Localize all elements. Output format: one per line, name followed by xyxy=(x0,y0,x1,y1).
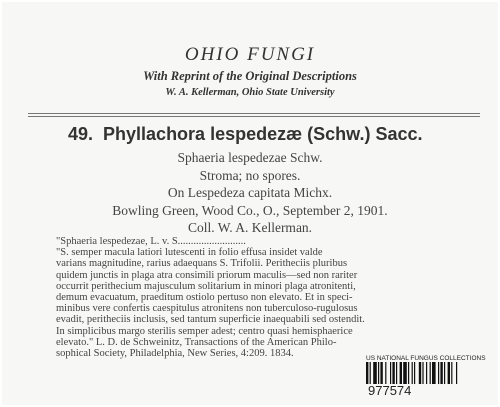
collector-line: Coll. W. A. Kellerman. xyxy=(187,220,313,235)
description-line: sophical Society, Philadelphia, New Series, 4:209. 1834. xyxy=(56,348,294,360)
page-title: OHIO FUNGI xyxy=(184,44,316,65)
species-heading xyxy=(68,124,423,145)
description-line: "S. semper macula latiori lutescenti in folio effusa insidet valde xyxy=(56,247,323,259)
species-name: Phyllachora lespedezæ (Schw.) Sacc. xyxy=(103,124,423,144)
description-line: In simplicibus margo sterilis semper adest; centro quasi hemisphaerice xyxy=(56,325,353,337)
description-line: quidem junctis in plaga atra consimili priorum maculis—sed non rariter xyxy=(56,269,358,281)
barcode xyxy=(366,362,494,384)
locality-line: Bowling Green, Wood Co., O., September 2, 1901. xyxy=(112,202,388,218)
host-line: On Lespedeza capitata Michx. xyxy=(167,185,333,200)
specimen-details xyxy=(0,149,500,237)
author-line: W. A. Kellerman, Ohio State University xyxy=(165,87,335,98)
description-line: demum evacuatum, praeditum ostiolo pertuso non elevato. Et in speci- xyxy=(56,292,353,304)
description-line: evadit, peritheciis inclusis, sed tantum superficie inaequabili sed ostendit. xyxy=(56,314,365,326)
divider-rule xyxy=(28,113,480,114)
subtitle: With Reprint of the Original Descriptions xyxy=(143,69,357,83)
original-description xyxy=(56,236,452,359)
barcode-number: 977574 xyxy=(368,383,412,398)
synonym-line: Sphaeria lespedezae Schw. xyxy=(177,150,323,165)
description-line: varians magnitudine, rarius adaequans S. Trifolii. Peritheciis pluribus xyxy=(56,258,348,270)
specimen-number: 49. xyxy=(68,124,94,144)
collection-label: US NATIONAL FUNGUS COLLECTIONS xyxy=(366,355,486,362)
description-line: occurrit perithecium majusculum solitarium in minori plaga atronitenti, xyxy=(56,280,356,292)
description-line: "Sphaeria lespedezae, L. v. S.......................... xyxy=(56,236,246,247)
stroma-line: Stroma; no spores. xyxy=(199,167,301,183)
description-line: minibus vere confertis caespitulus atronitens non tuberculoso-rugulosus xyxy=(56,303,358,315)
description-line: elevato." L. D. de Schweinitz, Transactions of the American Philo- xyxy=(56,336,337,348)
divider-rule xyxy=(28,116,480,117)
